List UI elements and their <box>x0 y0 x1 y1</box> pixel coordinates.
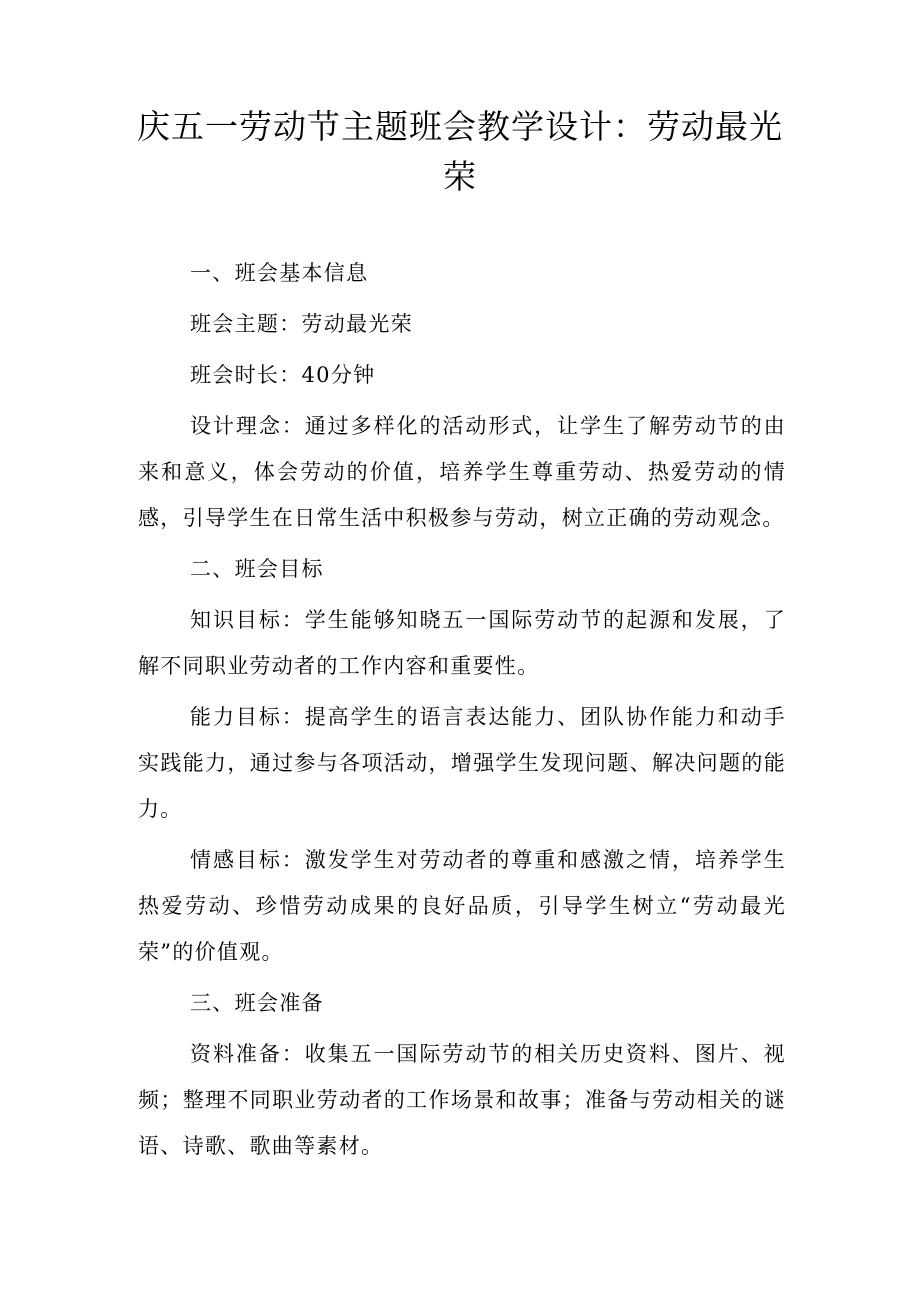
section-heading-goals: 二、班会目标 <box>190 557 324 581</box>
section-heading-preparation: 三、班会准备 <box>190 991 324 1015</box>
materials-preparation: 资料准备：收集五一国际劳动节的相关历史资料、图片、视频；整理不同职业劳动者的工作场景和故事；准备与劳动相关的谜语、诗歌、歌曲等素材。 <box>138 1042 786 1158</box>
section-heading-basic-info: 一、班会基本信息 <box>190 261 369 285</box>
meeting-theme: 班会主题：劳动最光荣 <box>190 312 413 336</box>
document-body <box>138 250 786 1174</box>
meeting-duration: 班会时长：40分钟 <box>190 363 376 387</box>
document-title: 庆五一劳动节主题班会教学设计：劳动最光荣 <box>137 107 783 196</box>
ability-goal: 能力目标：提高学生的语言表达能力、团队协作能力和动手实践能力，通过参与各项活动，增强学生发现问题、解决问题的能力。 <box>138 705 786 821</box>
design-concept: 设计理念：通过多样化的活动形式，让学生了解劳动节的由来和意义，体会劳动的价值，培养学生尊重劳动、热爱劳动的情感，引导学生在日常生活中积极参与劳动，树立正确的劳动观念。 <box>138 414 786 530</box>
emotion-goal: 情感目标：激发学生对劳动者的尊重和感激之情，培养学生热爱劳动、珍惜劳动成果的良好品质，引导学生树立“劳动最光荣”的价值观。 <box>138 848 786 964</box>
knowledge-goal: 知识目标：学生能够知晓五一国际劳动节的起源和发展，了解不同职业劳动者的工作内容和重要性。 <box>138 608 786 678</box>
